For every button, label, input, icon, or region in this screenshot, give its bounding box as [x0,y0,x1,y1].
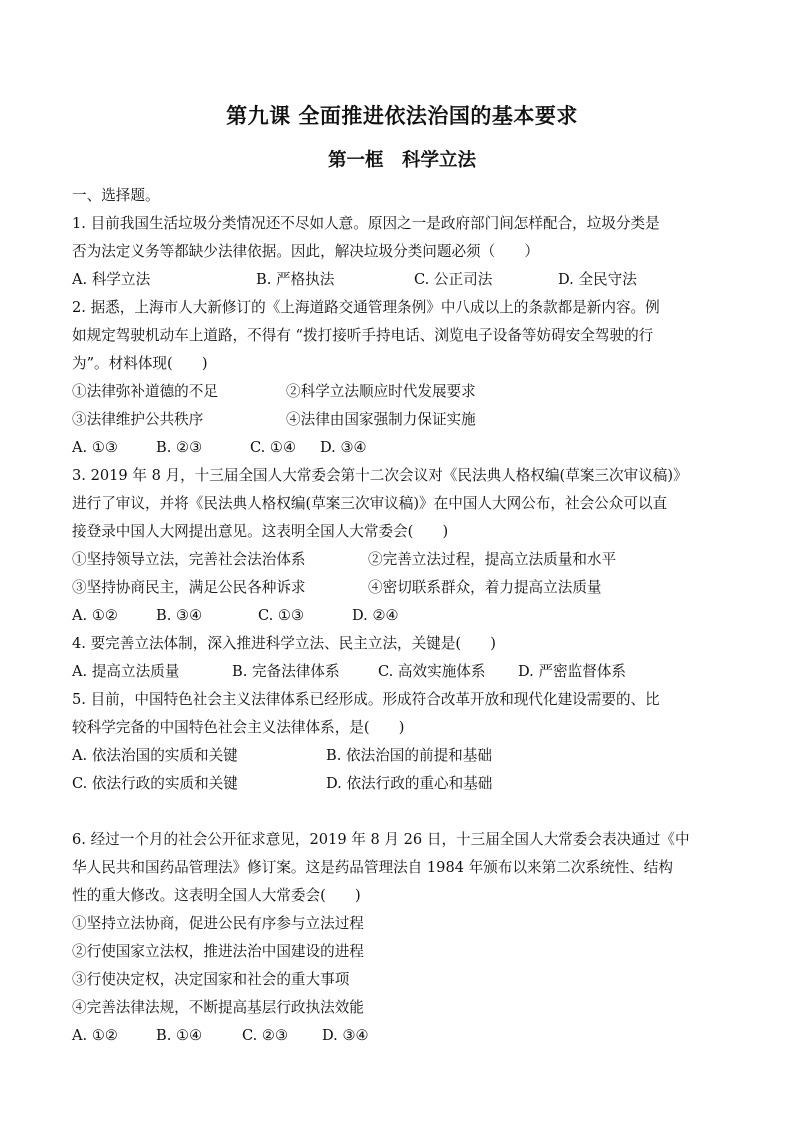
question-6-line-2: 华人民共和国药品管理法》修订案。这是药品管理法自 1984 年颁布以来第二次系统性、结构 [72,859,673,876]
question-3-line-2: 进行了审议，并将《民法典人格权编(草案三次审议稿)》在中国人大网公布，社会公众可以直 [72,495,668,512]
section-heading: 一、选择题。 [72,187,160,204]
question-2-line-1: 2. 据悉，上海市人大新修订的《上海道路交通管理条例》中八成以上的条款都是新内容。例 [72,299,660,316]
question-4-option-a: A. 提高立法质量 [72,663,180,680]
question-5-option-d: D. 依法行政的重心和基础 [326,775,493,792]
question-3-statement-1: ①坚持领导立法，完善社会法治体系 [72,551,306,568]
question-1-line-1: 1. 目前我国生活垃圾分类情况还不尽如人意。原因之一是政府部门间怎样配合，垃圾分类是 [72,215,660,232]
question-2-option-a: A. ①③ [72,439,118,456]
question-1-option-b: B. 严格执法 [256,271,335,288]
question-5-option-c: C. 依法行政的实质和关键 [72,775,238,792]
question-5-line-2: 较科学完备的中国特色社会主义法律体系，是( ) [72,719,405,736]
question-2-option-d: D. ③④ [320,439,367,456]
page-title: 第九课 全面推进依法治国的基本要求 [226,103,578,128]
question-2-line-3: 为”。材料体现( ) [72,355,208,372]
question-3-option-b: B. ③④ [156,607,203,624]
question-2-option-c: C. ①④ [250,439,297,456]
question-3-statement-3: ③坚持协商民主，满足公民各种诉求 [72,579,306,596]
question-6-line-3: 性的重大修改。这表明全国人大常委会( ) [72,887,361,904]
question-2-statement-1: ①法律弥补道德的不足 [72,383,218,400]
question-6-option-b: B. ①④ [156,1027,203,1044]
question-2-statement-4: ④法律由国家强制力保证实施 [286,411,476,428]
question-3-statement-4: ④密切联系群众，着力提高立法质量 [368,579,602,596]
question-3-option-d: D. ②④ [352,607,399,624]
question-5-option-a: A. 依法治国的实质和关键 [72,747,238,764]
question-2-option-b: B. ②③ [156,439,203,456]
question-6-statement-2: ②行使国家立法权，推进法治中国建设的进程 [72,943,364,960]
question-3-option-a: A. ①② [72,607,118,624]
question-6-line-1: 6. 经过一个月的社会公开征求意见，2019 年 8 月 26 日，十三届全国人大常委会表决通过《中 [72,831,690,848]
question-1-option-a: A. 科学立法 [72,271,151,288]
question-2-line-2: 如规定驾驶机动车上道路，不得有 “拨打接听手持电话、浏览电子设备等妨碍安全驾驶的行 [72,327,654,344]
question-6-statement-3: ③行使决定权，决定国家和社会的重大事项 [72,971,350,988]
question-4-option-c: C. 高效实施体系 [378,663,486,680]
question-4-option-b: B. 完备法律体系 [232,663,340,680]
question-6-option-c: C. ②③ [242,1027,289,1044]
question-6-option-d: D. ③④ [322,1027,369,1044]
question-4-line-1: 4. 要完善立法体制，深入推进科学立法、民主立法，关键是( ) [72,635,496,652]
question-4-option-d: D. 严密监督体系 [518,663,627,680]
question-3-line-3: 接登录中国人大网提出意见。这表明全国人大常委会( ) [72,523,449,540]
question-2-statement-2: ②科学立法顺应时代发展要求 [286,383,476,400]
question-2-statement-3: ③法律维护公共秩序 [72,411,204,428]
question-6-option-a: A. ①② [72,1027,118,1044]
question-1-option-c: C. 公正司法 [414,271,493,288]
question-6-statement-1: ①坚持立法协商，促进公民有序参与立法过程 [72,915,364,932]
question-1-line-2: 否为法定义务等都缺少法律依据。因此，解决垃圾分类问题必须（ ） [72,243,540,260]
question-6-statement-4: ④完善法律法规，不断提高基层行政执法效能 [72,999,364,1016]
question-1-option-d: D. 全民守法 [558,271,637,288]
question-3-statement-2: ②完善立法过程，提高立法质量和水平 [368,551,617,568]
question-3-option-c: C. ①③ [258,607,305,624]
question-5-line-1: 5. 目前，中国特色社会主义法律体系已经形成。形成符合改革开放和现代化建设需要的、比 [72,691,660,708]
question-3-line-1: 3. 2019 年 8 月，十三届全国人大常委会第十二次会议对《民法典人格权编(草案三次审议稿)》 [72,467,688,484]
question-5-option-b: B. 依法治国的前提和基础 [326,747,492,764]
page-subtitle: 第一框 科学立法 [327,150,476,171]
